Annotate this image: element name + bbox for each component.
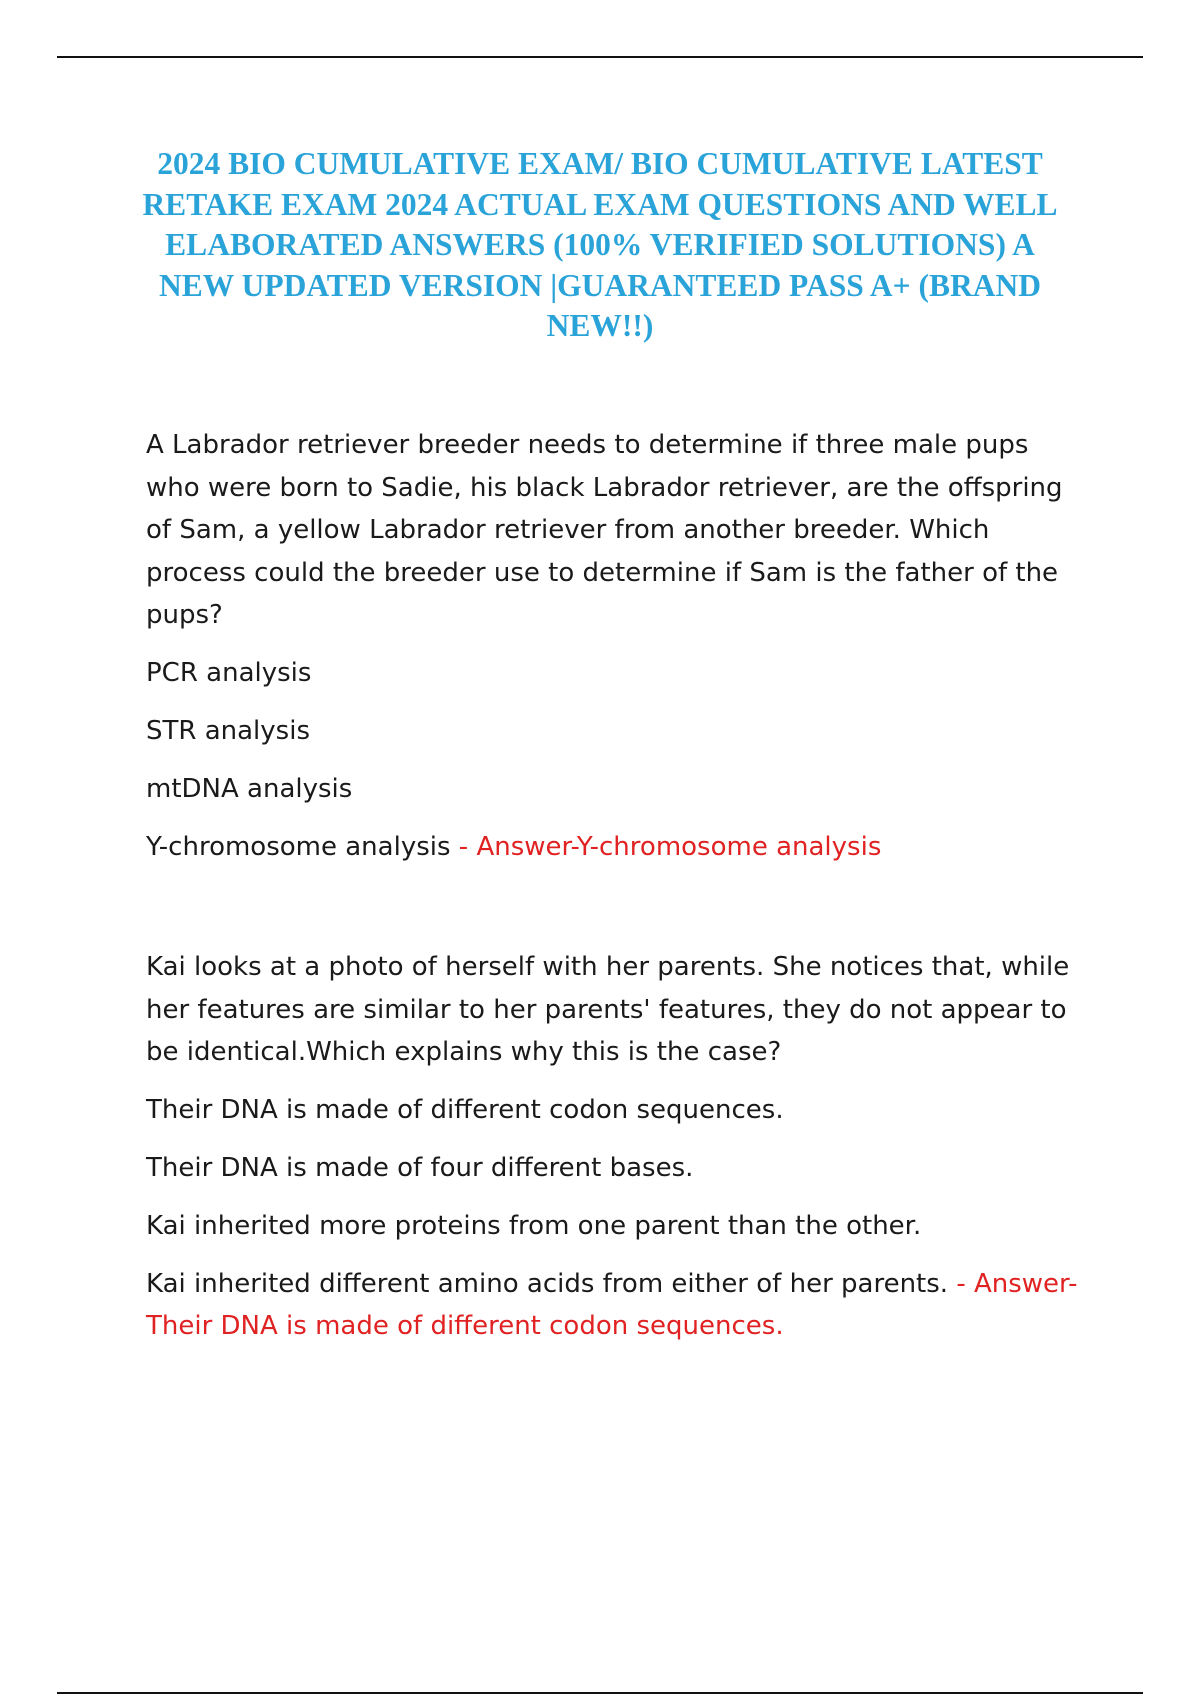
question-stem: A Labrador retriever breeder needs to determine if three male pups who were born to Sadie, his black Labrador retriever, are the offspring of Sam, a yellow Labrador retriever from another breeder. Which process could the breeder use to determine if Sam is the father of the pups?	[146, 430, 1063, 630]
answer-option: Their DNA is made of four different bases.	[146, 1152, 694, 1183]
question-block	[146, 424, 1086, 868]
answer-option: mtDNA analysis	[146, 773, 353, 804]
answer-option: STR analysis	[146, 715, 310, 746]
answer-option: Kai inherited more proteins from one parent than the other.	[146, 1210, 922, 1241]
answer-option-text: Kai inherited different amino acids from either of her parents.	[146, 1268, 949, 1299]
answer-option-with-key	[146, 826, 1086, 868]
answer-option-text: Y-chromosome analysis	[146, 831, 451, 862]
answer-option: PCR analysis	[146, 657, 312, 688]
correct-answer: - Answer-Their DNA is made of different codon sequences.	[146, 1268, 1078, 1341]
answer-option-with-key	[146, 1263, 1086, 1347]
footer-rule	[57, 1692, 1143, 1694]
question-block	[146, 946, 1086, 1347]
document-title: 2024 BIO CUMULATIVE EXAM/ BIO CUMULATIVE LATEST RETAKE EXAM 2024 ACTUAL EXAM QUESTIONS AND WELL ELABORATED ANSWERS (100% VERIFIED SOLUTIONS) A NEW UPDATED VERSION |GUARANTEED PASS A+ (BRAND NEW!!)	[142, 146, 1058, 343]
header-rule	[57, 56, 1143, 58]
question-stem: Kai looks at a photo of herself with her parents. She notices that, while her features are similar to her parents' features, they do not appear to be identical.Which explains why this is the case?	[146, 952, 1070, 1067]
answer-option: Their DNA is made of different codon sequences.	[146, 1094, 784, 1125]
correct-answer: - Answer-Y-chromosome analysis	[458, 831, 882, 862]
